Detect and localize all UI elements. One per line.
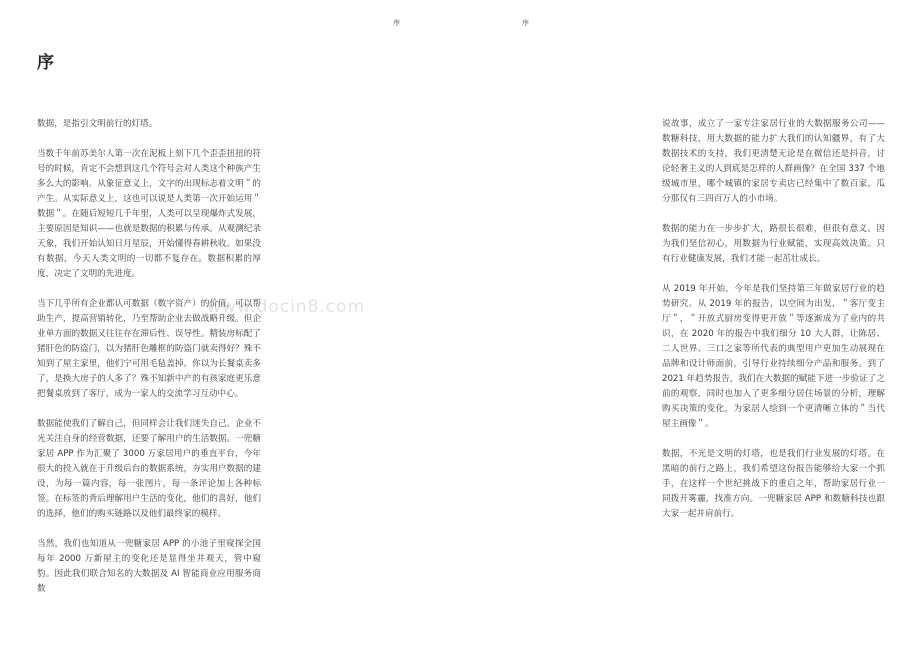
chapter-title: 序 bbox=[37, 53, 54, 73]
left-column bbox=[37, 117, 261, 612]
paragraph: 数据，是指引文明前行的灯塔。 bbox=[37, 119, 158, 129]
running-head-left: 序 bbox=[393, 19, 401, 27]
paragraph: 当下几乎所有企业都认可数据（数字资产）的价值，可以帮助生产，提高营销转化，乃至帮助企业去做战略升级。但企业单方面的数据又往往存在滞后性、误导性。精装房标配了猪肝色的防盗门，以为猪肝色雕框的防盗门就卖得好？殊不知到了屋主家里，他们宁可用毛毡盖掉。你以为长餐桌卖多了，是换大房子的人多了？殊不知新中产的有孩家庭更乐意把餐桌放到了客厅，成为一家人的交流学习互动中心。 bbox=[37, 299, 261, 399]
paragraph: 从 2019 年开始，今年是我们坚持第三年做家居行业的趋势研究。从 2019 年的报告，以空间为出发，＂客厅变主厅＂，＂开放式厨房变得更开放＂等逐渐成为了业内的共识，在 2020 年的报告中我们细分 10 大人群，让陈居、二人世界、三口之家等所代表的典型用户更加生动展现在品牌和设计师面前，引导行业持续细分产品和服务。到了 2021 年趋势报告，我们在大数据的赋能下进一步验证了之前的观察，同时也加入了更多细分居住场景的分析，理解购买决策的变化，为家居人绘到一个更清晰立体的＂当代屋主画像＂。 bbox=[662, 284, 885, 429]
paragraph: 当数千年前苏美尔人第一次在泥板上刻下几个歪歪扭扭的符号的时候，肯定不会想到这几个符号会对人类这个种族产生多么大的影响。从象征意义上，文字的出现标志着文明＂的产生。从实际意义上，这也可以说是人类第一次开始运用＂数据＂。在随后短短几千年里，人类可以呈现爆炸式发展，主要原因是知识——也就是数据的积累与传承。从观测纪录天象，我们开始认知日月星辰，开始懂得春耕秋收。如果没有数据，今天人类文明的一切都不复存在。数据积累的厚度，决定了文明的先进度。 bbox=[37, 149, 261, 279]
right-column bbox=[662, 117, 885, 537]
paragraph: 当然，我们也知道从一兜糖家居 APP 的小池子里窥探全国每年 2000 万新屋主的变化还是显得坐井观天，管中窥豹。因此我们联合知名的大数据及 AI 智能商业应用服务商数 bbox=[37, 539, 261, 594]
paragraph: 说故事，成立了一家专注家居行业的大数据服务公司——数糖科技，用大数据的能力扩大我们的认知疆界，有了大数据技术的支持，我们更清楚无论是在微信还是抖音，讨论轻奢主义的人到底是怎样的人群画像？在全国 337 个地级城市里，哪个城镇的家居专卖店已经集中了数百家，瓜分那仅有三四百万人的小市场。 bbox=[662, 119, 885, 204]
running-head-right: 序 bbox=[522, 19, 530, 27]
paragraph: 数据能使我们了解自己，但同样会让我们迷失自己。企业不光关注自身的经营数据，还要了解用户的生活数据。一兜糖家居 APP 作为汇聚了 3000 万家居用户的垂直平台，今年很大的投入就在于升级后台的数据系统，夯实用户数据的建设，为每一篇内容，每一张图片，每一条评论加上各种标签。在标签的背后理解用户生活的变化，他们的喜好，他们的选择，他们的购买链路以及他们最终家的模样。 bbox=[37, 419, 261, 519]
watermark: www.docin8.com bbox=[207, 297, 366, 317]
paragraph: 数据的能力在一步步扩大，路很长很难，但很有意义。因为我们坚信初心，用数据为行业赋能，实现高效决策。只有行业健康发展，我们才能一起茁壮成长。 bbox=[662, 224, 885, 264]
paragraph: 数据，不光是文明的灯塔，也是我们行业发展的灯塔。在黑暗的前行之路上，我们希望这份报告能够给大家一个抓手，在这样一个世纪挑战下的重启之年，帮助家居行业一同拨开雾霾，找准方向。一兜糖家居 APP 和数糖科技也跟大家一起并肩前行。 bbox=[662, 449, 885, 519]
